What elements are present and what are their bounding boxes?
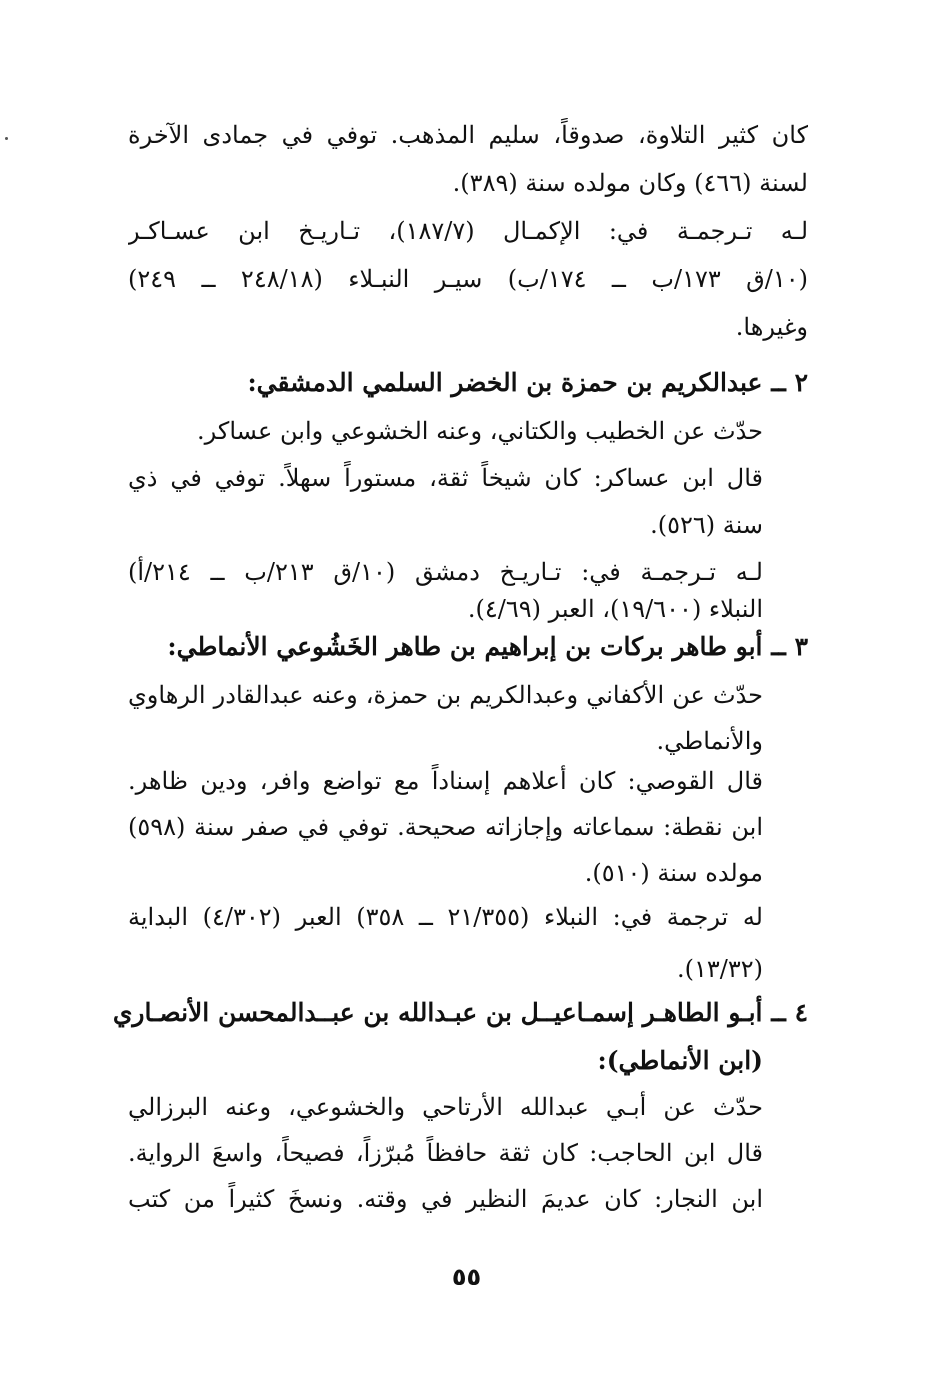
entry-4-subtitle: (ابن الأنماطي): <box>597 1046 763 1075</box>
entry-3-heading <box>167 630 808 664</box>
text-line: ابن النجار: كان عديمَ النظير في وقته. ونسخَ كثيراً من كتب <box>128 1185 763 1213</box>
entry-title: أبـو الطاهـر إسمـاعيــل بن عبـدالله بن عبــدالمحسن الأنصـاري <box>112 998 763 1027</box>
entry-number: ٤ ــ <box>771 998 808 1027</box>
text-line: حدّث عن أبـي عبدالله الأرتاحي والخشوعي، وعنه البرزالي <box>128 1093 763 1121</box>
entry-4-heading <box>112 996 808 1030</box>
text-line: (١٠/ق ١٧٣/ب ــ ١٧٤/ب) سيـر النبـلاء (٢٤٨/١٨ ــ ٢٤٩) <box>128 265 808 293</box>
text-line: قال القوصي: كان أعلاهم إسناداً مع تواضع وافر، ودين ظاهر. <box>128 767 763 795</box>
text-line: قال ابن عساكر: كان شيخاً ثقة، مستوراً سهلاً. توفي في ذي <box>128 464 763 492</box>
text-line: ابن نقطة: سماعاته وإجازاته صحيحة. توفي في صفر سنة (٥٩٨) <box>128 813 763 841</box>
text-line: مولده سنة (٥١٠). <box>584 859 763 887</box>
page-number: ٥٥ <box>451 1263 482 1291</box>
text-line: حدّث عن الأكفاني وعبدالكريم بن حمزة، وعنه عبدالقادر الرهاوي <box>128 681 763 709</box>
text-line: حدّث عن الخطيب والكتاني، وعنه الخشوعي وابن عساكر. <box>197 417 763 445</box>
text-line: النبلاء (١٩/٦٠٠)، العبر (٤/٦٩). <box>467 595 763 623</box>
entry-title: عبدالكريم بن حمزة بن الخضر السلمي الدمشقي: <box>247 368 763 397</box>
text-line: والأنماطي. <box>656 727 763 755</box>
text-line: لسنة (٤٦٦) وكان مولده سنة (٣٨٩). <box>452 169 808 197</box>
text-line: سنة (٥٢٦). <box>650 511 763 539</box>
entry-2-heading <box>247 366 808 400</box>
text-line: وغيرها. <box>735 313 808 341</box>
entry-number: ٣ ــ <box>771 632 808 661</box>
entry-title: أبو طاهر بركات بن إبراهيم بن طاهر الخَشُوعي الأنماطي: <box>167 632 763 661</box>
text-line: لـه تـرجمـة في: الإكمـال (١٨٧/٧)، تـاريـخ ابن عسـاكـر <box>128 217 808 245</box>
text-line: قال ابن الحاجب: كان ثقة حافظاً مُبرّزاً، فصيحاً، واسعَ الرواية. <box>128 1139 763 1167</box>
text-line: لـه تـرجمـة في: تـاريـخ دمشق (١٠/ق ٢١٣/ب ــ ٢١٤/أ) <box>128 558 763 586</box>
scan-speck <box>5 137 8 140</box>
text-line: له ترجمة في: النبلاء (٢١/٣٥٥ ــ ٣٥٨) العبر (٤/٣٠٢) البداية <box>128 903 763 931</box>
text-line: كان كثير التلاوة، صدوقاً، سليم المذهب. توفي في جمادى الآخرة <box>128 121 808 149</box>
text-line: (١٣/٣٢). <box>676 955 763 983</box>
entry-number: ٢ ــ <box>771 368 808 397</box>
